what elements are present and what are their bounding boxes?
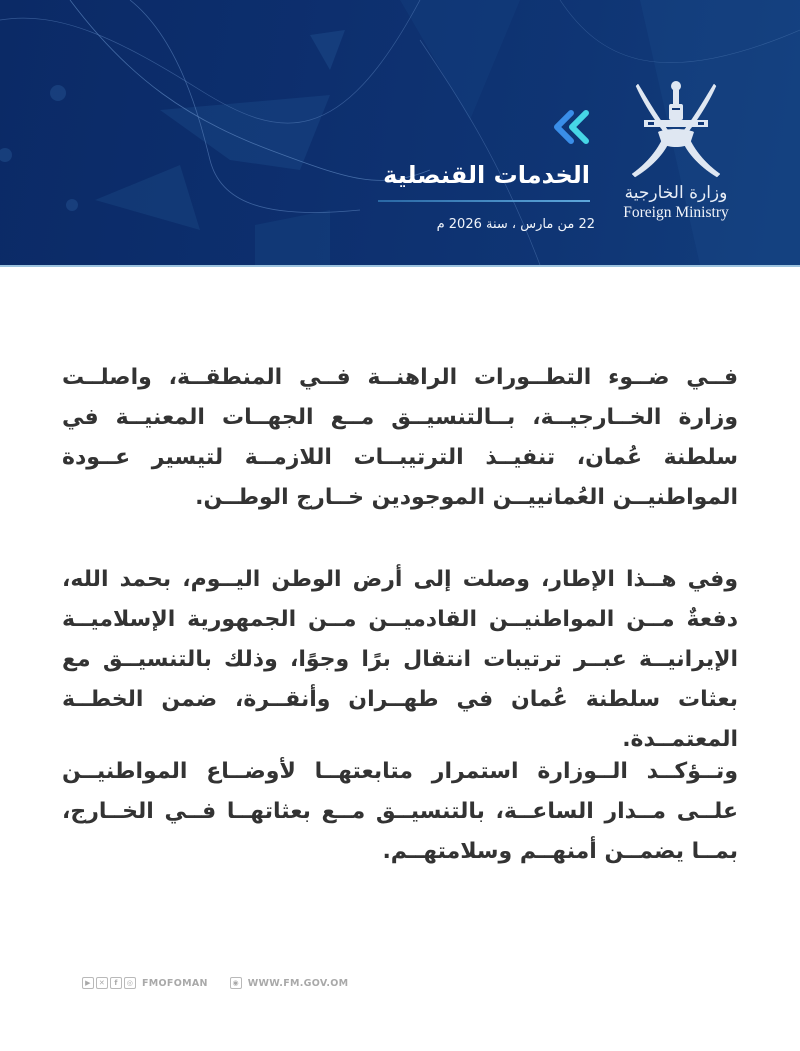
- social-handle[interactable]: FMOFOMAN: [142, 977, 208, 989]
- double-chevron-left-icon: [553, 110, 593, 144]
- social-icons: [82, 977, 136, 989]
- instagram-icon[interactable]: ◎: [124, 977, 136, 989]
- ministry-name-english: Foreign Ministry: [623, 204, 729, 221]
- header-divider: [0, 265, 800, 267]
- header-banner: [0, 0, 800, 265]
- ministry-logo: [612, 78, 740, 238]
- footer: [82, 975, 348, 991]
- ministry-name-arabic: وزارة الخارجية: [624, 183, 728, 203]
- paragraph-1: فــي ضــوء التطــورات الراهنــة فــي المنطقــة، واصلــت وزارة الخــارجيــة، بــالتنسيــق مــع الجهــات المعنيــة في سلطنة عُمان، تنفيــذ الترتيبــات اللازمــة لتيسير عــودة المواطنيــن العُمانييــن الموجودين خــارج الوطــن.: [62, 365, 738, 510]
- oman-khanjar-emblem-icon: [626, 78, 726, 180]
- website-link[interactable]: WWW.FM.GOV.OM: [247, 977, 349, 989]
- globe-icon: ◉: [230, 977, 242, 989]
- x-icon[interactable]: ✕: [96, 977, 108, 989]
- paragraph-2: وفي هــذا الإطار، وصلت إلى أرض الوطن اليــوم، بحمد الله، دفعةٌ مــن المواطنيــن القادميــن مــن الجمهورية الإسلاميــة الإيرانيــة عبــر ترتيبات انتقال برًا وجوًا، وذلك بالتنسيــق مع بعثات سلطنة عُمان في طهــران وأنقــرة، ضمن الخطــة المعتمــدة.: [62, 567, 738, 752]
- youtube-icon[interactable]: ▶: [82, 977, 94, 989]
- facebook-icon[interactable]: f: [110, 977, 122, 989]
- paragraph-3: وتــؤكــد الــوزارة استمرار متابعتهــا لأوضــاع المواطنيــن علــى مــدار الساعــة، بالتنسيــق مــع بعثاتهــا فــي الخــارج، بمــا يضمــن أمنهــم وسلامتهــم.: [62, 759, 738, 864]
- title-underline: [378, 200, 590, 202]
- section-title: الخدمات القنصلية: [383, 161, 590, 189]
- publication-date: 22 من مارس ، سنة 2026 م: [436, 217, 595, 232]
